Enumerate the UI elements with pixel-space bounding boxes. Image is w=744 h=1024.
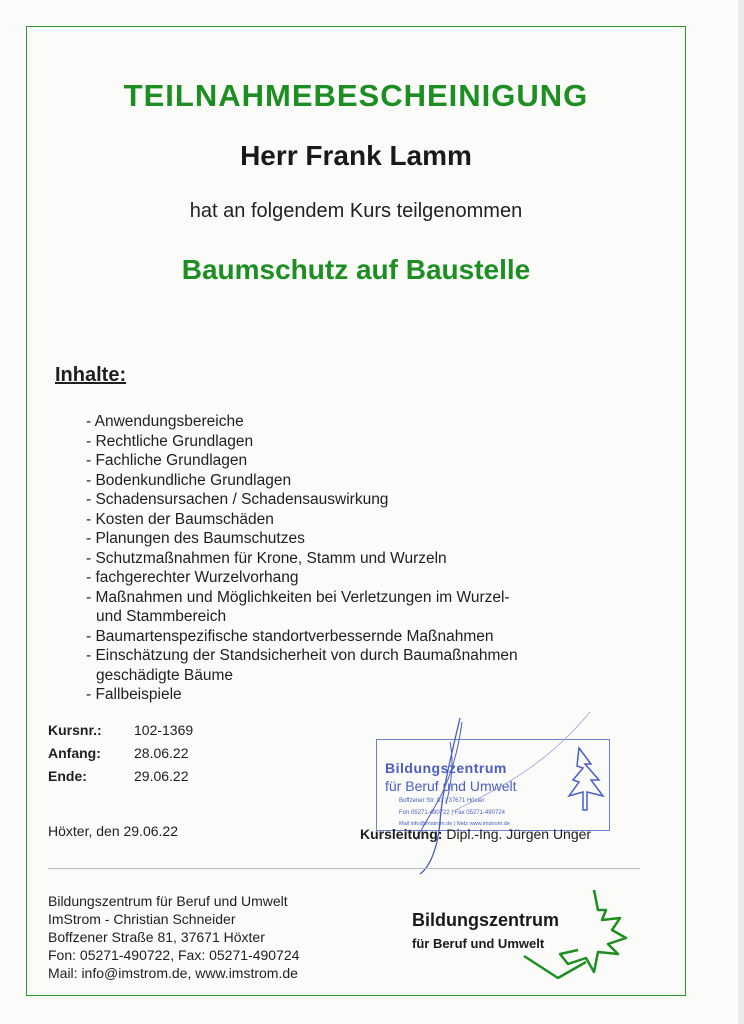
organization-street: Boffzener Straße 81, 37671 Höxter — [48, 929, 265, 945]
list-item: - Bodenkundliche Grundlagen — [86, 471, 606, 491]
participation-statement: hat an folgendem Kurs teilgenommen — [189, 200, 523, 222]
footer-divider — [48, 868, 640, 869]
organization-logo — [408, 888, 638, 988]
organization-address — [48, 892, 299, 982]
list-item: - Schadensursachen / Schadensauswirkung — [86, 490, 606, 510]
organization-mail: Mail: info@imstrom.de, www.imstrom.de — [48, 965, 298, 981]
course-end-label: Ende: — [48, 768, 87, 784]
course-start-row — [48, 745, 193, 768]
stamp-address: Boffzener Str. 81 | 37671 Höxter — [399, 798, 485, 804]
contents-list — [86, 412, 606, 705]
list-item: - Fachliche Grundlagen — [86, 451, 606, 471]
stamp-phone: Fon 05271-490722 | Fax 05271-490724 — [399, 810, 505, 816]
course-leader-name: Dipl.-Ing. Jürgen Unger — [446, 826, 592, 842]
course-number: 102-1369 — [134, 722, 194, 738]
logo-subtitle: für Beruf und Umwelt — [412, 936, 545, 951]
course-start-label: Anfang: — [48, 745, 101, 761]
organization-name: Bildungszentrum für Beruf und Umwelt — [48, 893, 288, 909]
course-leader — [360, 826, 591, 842]
stamp-subtitle: für Beruf und Umwelt — [385, 778, 517, 794]
list-item: - Rechtliche Grundlagen — [86, 432, 606, 452]
stamp-title: Bildungszentrum — [385, 760, 507, 776]
list-item: - Einschätzung der Standsicherheit von durch Baumaßnahmen geschädigte Bäume — [86, 646, 586, 685]
course-title: Baumschutz auf Baustelle — [181, 254, 531, 285]
recipient-name: Herr Frank Lamm — [240, 140, 472, 171]
course-end-date: 29.06.22 — [134, 768, 189, 784]
signature — [390, 712, 630, 882]
organization-phone: Fon: 05271-490722, Fax: 05271-490724 — [48, 947, 300, 963]
course-start-date: 28.06.22 — [134, 745, 189, 761]
contents-heading: Inhalte: — [55, 364, 127, 386]
list-item: - Fallbeispiele — [86, 685, 606, 705]
stamp-mail: Mail info@imstrom.de | Netz www.imstrom.de — [399, 821, 510, 827]
list-item: - Planungen des Baumschutzes — [86, 529, 606, 549]
place-date: Höxter, den 29.06.22 — [48, 823, 178, 839]
course-meta — [48, 722, 193, 791]
list-item: - fachgerechter Wurzelvorhang — [86, 568, 606, 588]
certificate-title: TEILNAHMEBESCHEINIGUNG — [123, 78, 589, 113]
list-item: - Schutzmaßnahmen für Krone, Stamm und Wurzeln — [86, 549, 606, 569]
logo-title: Bildungszentrum — [412, 910, 559, 930]
organization-owner: ImStrom - Christian Schneider — [48, 911, 236, 927]
page-edge — [738, 0, 744, 1024]
list-item: - Maßnahmen und Möglichkeiten bei Verletzungen im Wurzel- und Stammbereich — [86, 588, 516, 627]
list-item: - Baumartenspezifische standortverbessernde Maßnahmen — [86, 627, 606, 647]
course-number-label: Kursnr.: — [48, 722, 102, 738]
course-leader-label: Kursleitung: — [360, 826, 443, 842]
course-number-row — [48, 722, 193, 745]
list-item: - Kosten der Baumschäden — [86, 510, 606, 530]
course-end-row — [48, 768, 193, 791]
list-item: - Anwendungsbereiche — [86, 412, 606, 432]
